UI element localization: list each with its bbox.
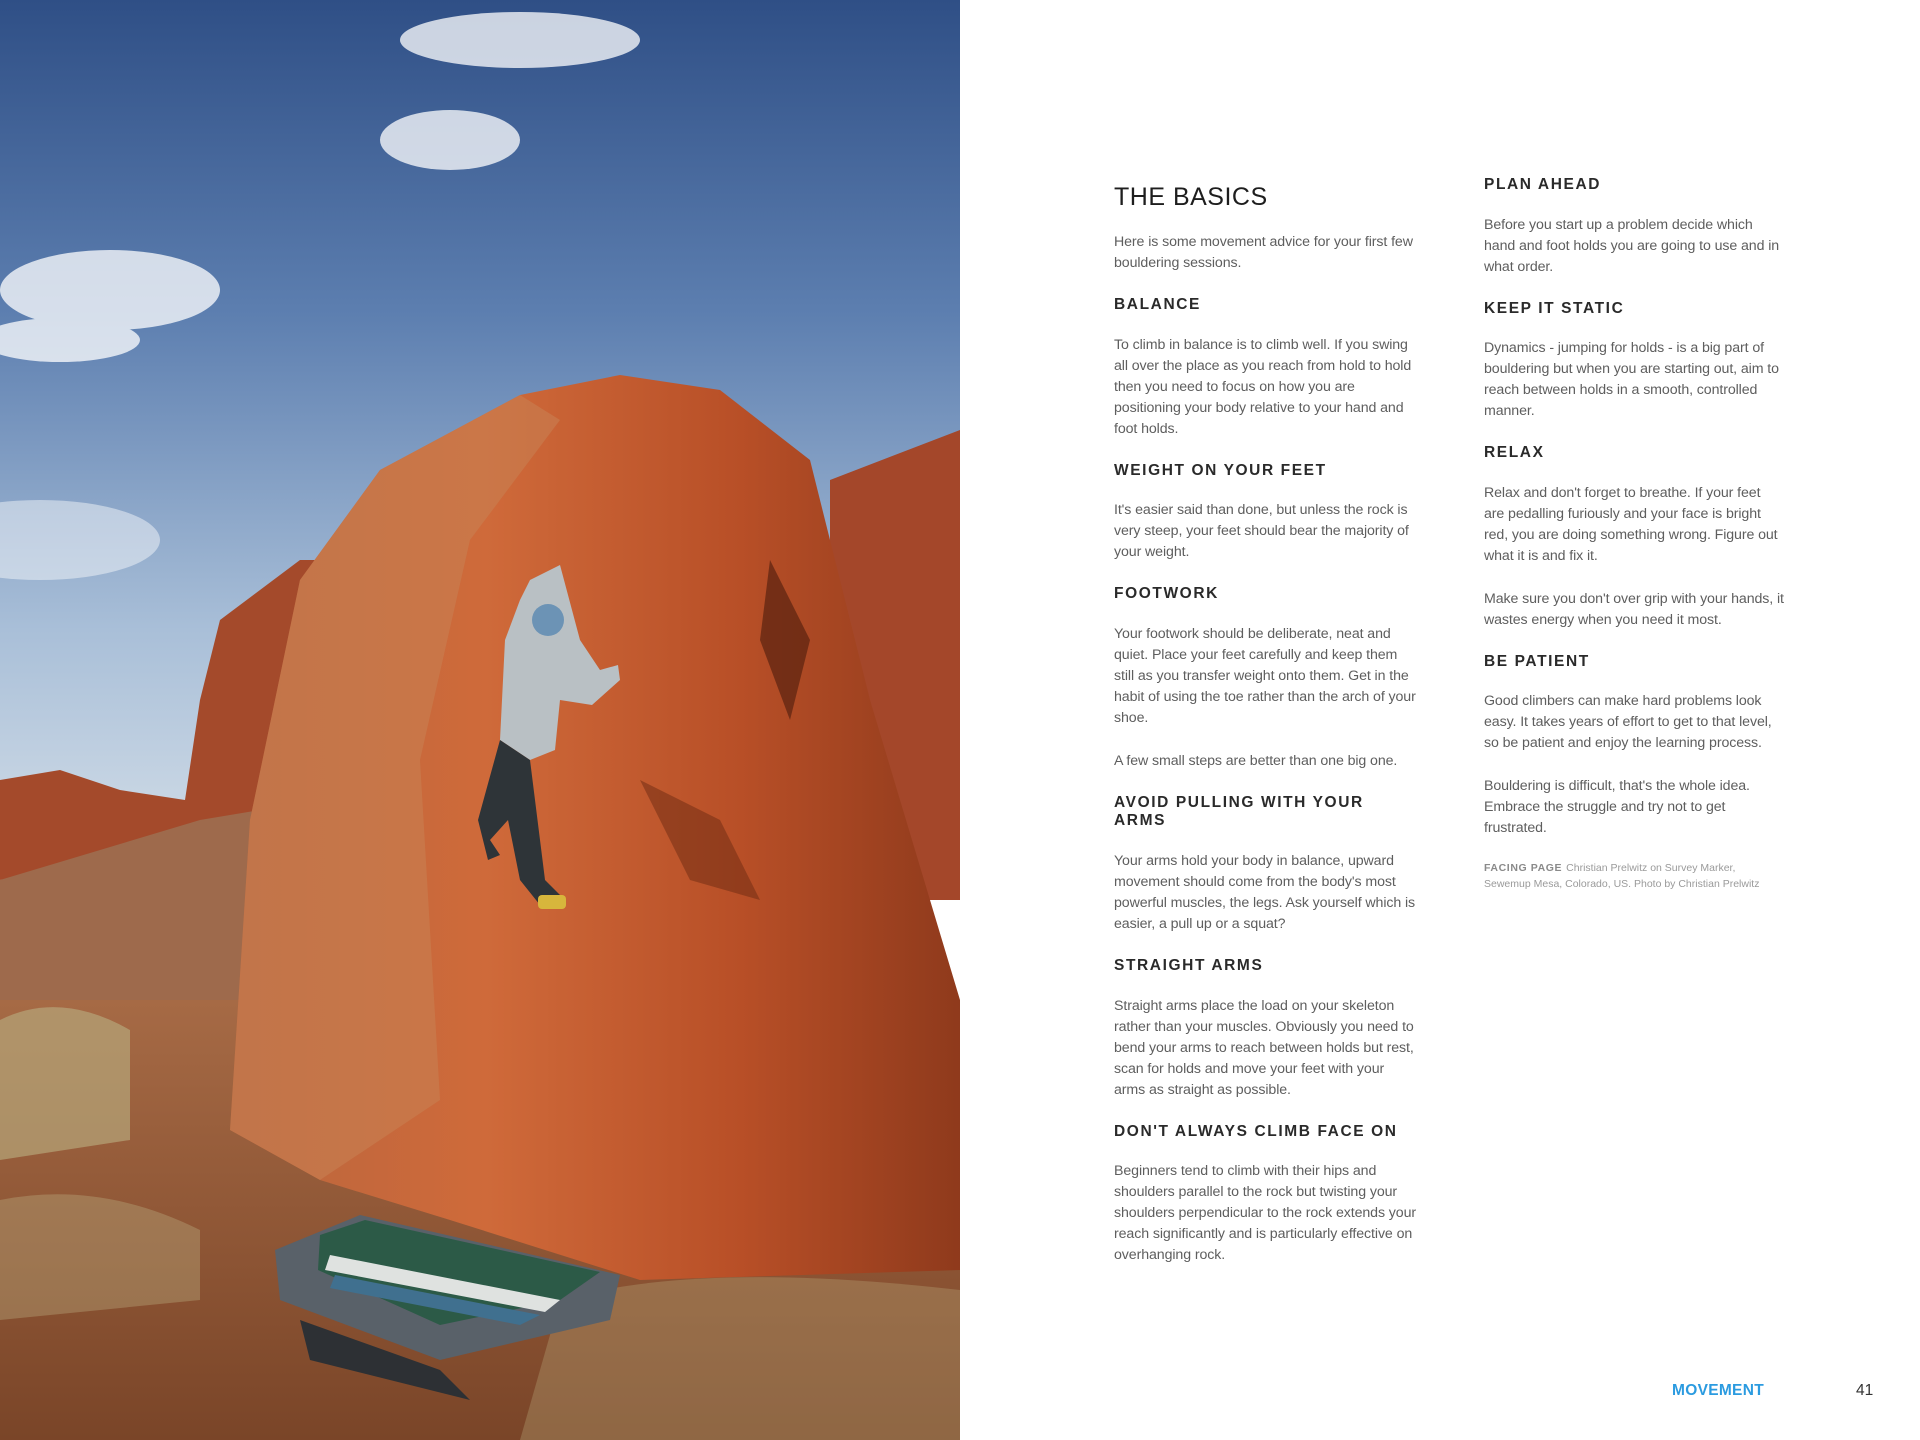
photo-caption xyxy=(1484,861,1784,892)
section-heading: PLAN AHEAD xyxy=(1484,176,1602,193)
section-heading: BALANCE xyxy=(1114,296,1201,313)
section-be-patient xyxy=(1484,653,1784,840)
section-heading: BE PATIENT xyxy=(1484,652,1590,670)
section-straight-arms xyxy=(1114,957,1418,1101)
caption-text: Christian Prelwitz on Survey Marker, Sewemup Mesa, Colorado, US. Photo by Christian Prelwitz xyxy=(1484,862,1760,890)
intro-paragraph: Here is some movement advice for your first few bouldering sessions. xyxy=(1114,234,1413,271)
section-paragraph: Make sure you don't over grip with your hands, it wastes energy when you need it most. xyxy=(1484,590,1784,628)
section-paragraph: Straight arms place the load on your skeleton rather than your muscles. Obviously you need to bend your arms to reach between holds but rest, scan for holds and move your feet with your arms as straight as possible. xyxy=(1114,997,1414,1098)
climber-shoe xyxy=(538,895,566,909)
caption-label: FACING PAGE xyxy=(1484,862,1563,875)
section-heading: FOOTWORK xyxy=(1114,585,1219,603)
section-heading: KEEP IT STATIC xyxy=(1484,299,1625,317)
section-paragraph: A few small steps are better than one big one. xyxy=(1114,752,1398,769)
section-heading: AVOID PULLING WITH YOUR ARMS xyxy=(1114,793,1364,830)
section-paragraph: Your arms hold your body in balance, upward movement should come from the body's most powerful muscles, the legs. Ask yourself which is easier, a pull up or a squat? xyxy=(1114,852,1416,932)
text-column-left xyxy=(1114,176,1418,1288)
climber-beanie xyxy=(532,604,564,636)
section-paragraph: Beginners tend to climb with their hips and shoulders parallel to the rock but twisting your shoulders perpendicular to the rock extends your reach significantly and is particularly effective on overhanging rock. xyxy=(1114,1163,1416,1264)
text-column-right xyxy=(1484,176,1784,892)
section-heading: DON'T ALWAYS CLIMB FACE ON xyxy=(1114,1122,1398,1140)
section-heading: STRAIGHT ARMS xyxy=(1114,956,1264,974)
section-paragraph: Good climbers can make hard problems look easy. It takes years of effort to get to that level, so be patient and enjoy the learning process. xyxy=(1484,693,1772,752)
text-page xyxy=(960,0,1920,1440)
section-paragraph: Before you start up a problem decide which hand and foot holds you are going to use and in what order. xyxy=(1484,216,1780,275)
section-paragraph: Relax and don't forget to breathe. If your feet are pedalling furiously and your face is bright red, you are doing something wrong. Figure out what it is and fix it. xyxy=(1484,484,1778,564)
section-heading: WEIGHT ON YOUR FEET xyxy=(1114,461,1327,479)
section-footwork xyxy=(1114,585,1418,772)
section-relax xyxy=(1484,444,1784,631)
page-number: 41 xyxy=(1856,1382,1874,1399)
section-balance xyxy=(1114,296,1418,440)
section-paragraph: To climb in balance is to climb well. If you swing all over the place as you reach from hold to hold then you need to focus on how you are positioning your body relative to your hand and foot holds. xyxy=(1114,336,1412,437)
section-paragraph: Your footwork should be deliberate, neat and quiet. Place your feet carefully and keep them still as you transfer weight onto them. Get in the habit of using the toe rather than the arch of your shoe. xyxy=(1114,625,1416,726)
page-title: THE BASICS xyxy=(1114,183,1268,211)
section-paragraph: Bouldering is difficult, that's the whole idea. Embrace the struggle and try not to get frustrated. xyxy=(1484,778,1750,837)
section-dont-always-climb-face-on xyxy=(1114,1123,1418,1267)
section-weight-on-your-feet xyxy=(1114,462,1418,564)
section-avoid-pulling-with-your-arms xyxy=(1114,794,1418,935)
section-paragraph: Dynamics - jumping for holds - is a big part of bouldering but when you are starting out, aim to reach between holds in a smooth, controlled manner. xyxy=(1484,340,1779,420)
section-keep-it-static xyxy=(1484,300,1784,423)
footer-section-name: MOVEMENT xyxy=(1672,1382,1764,1399)
section-heading: RELAX xyxy=(1484,444,1545,462)
section-plan-ahead xyxy=(1484,176,1784,278)
section-paragraph: It's easier said than done, but unless the rock is very steep, your feet should bear the majority of your weight. xyxy=(1114,502,1409,561)
